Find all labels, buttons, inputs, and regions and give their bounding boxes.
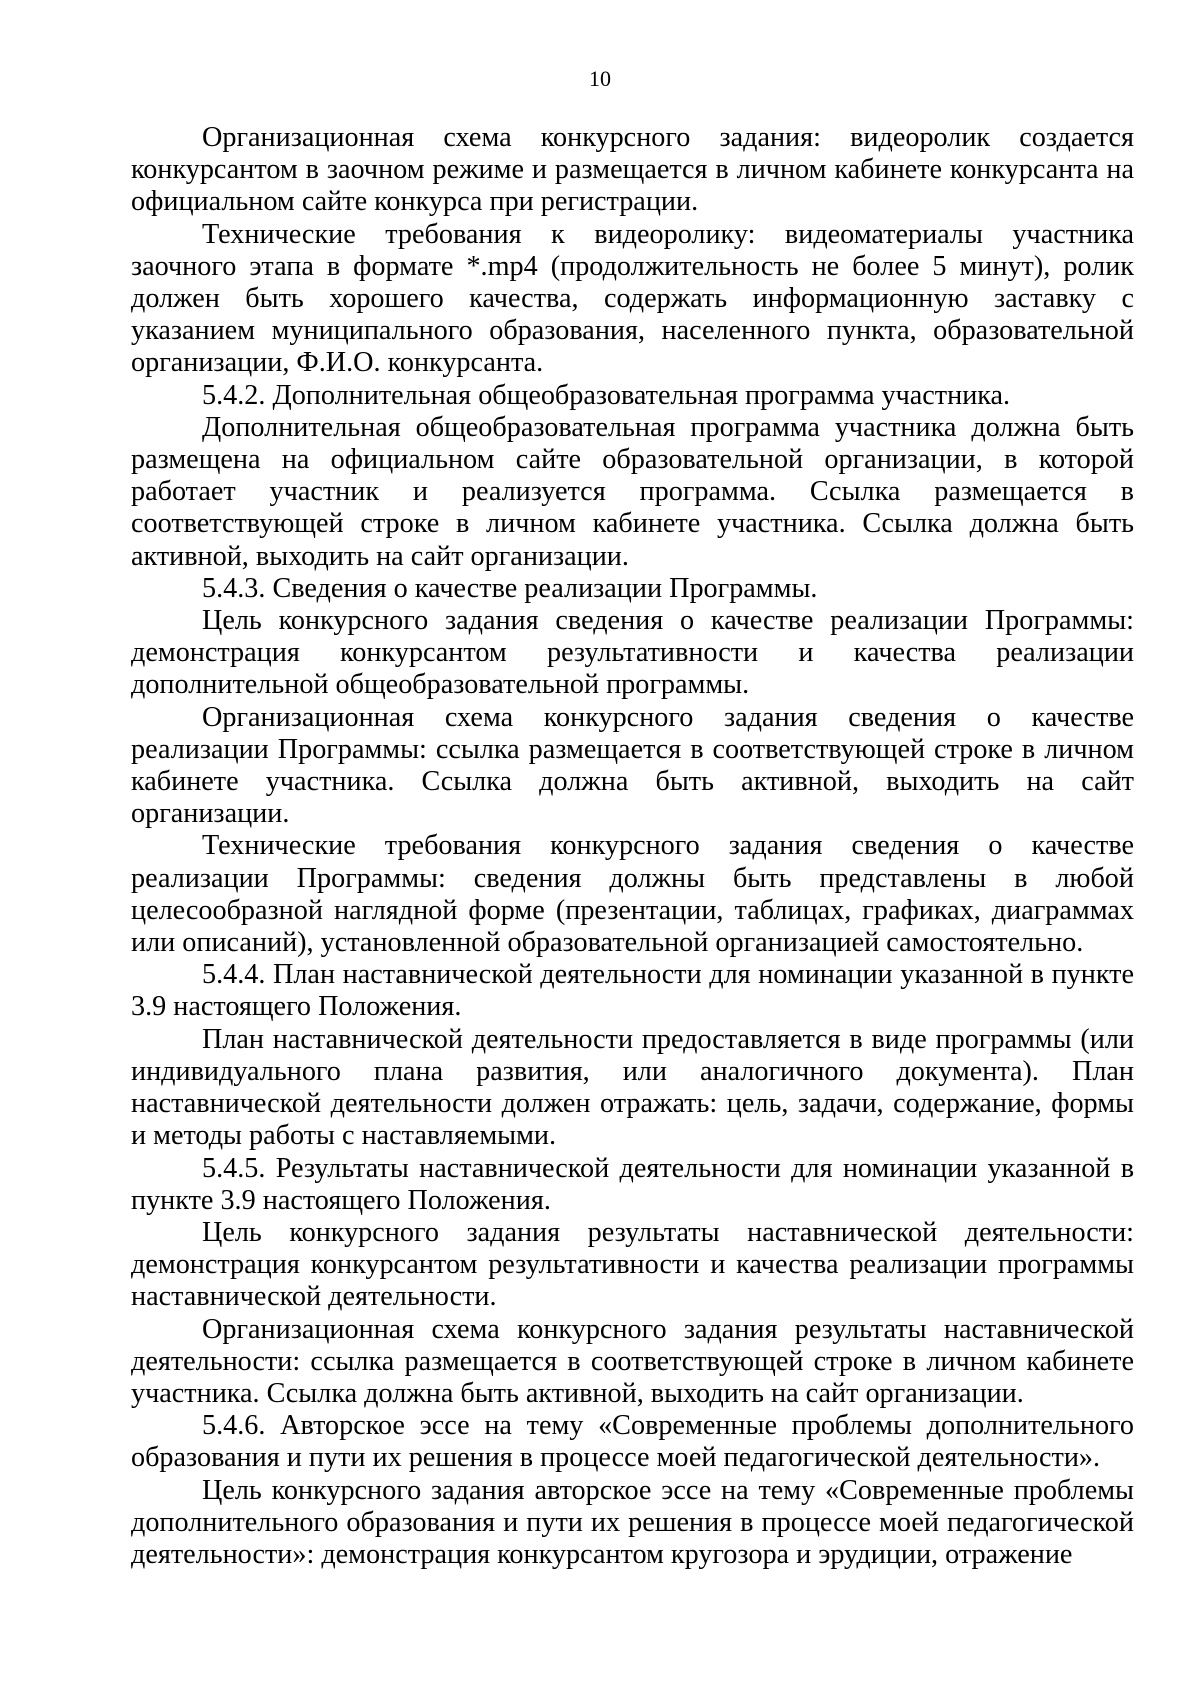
section-heading-5-4-6: 5.4.6. Авторское эссе на тему «Современные проблемы дополнительного образования и пути их решения в процессе моей педагогической деятельности». bbox=[131, 1410, 1134, 1474]
paragraph-quality-tech-requirements: Технические требования конкурсного задания сведения о качестве реализации Программы: сведения должны быть представлены в любой целесообразной наглядной форме (презентации, таблицах, графиках, диаграммах или описаний), установленной образовательной организацией самостоятельно. bbox=[131, 830, 1134, 959]
document-body bbox=[131, 122, 1134, 1571]
page-number: 10 bbox=[589, 66, 611, 91]
paragraph-quality-goal: Цель конкурсного задания сведения о качестве реализации Программы: демонстрация конкурсантом результативности и качества реализации дополнительной общеобразовательной программы. bbox=[131, 605, 1134, 701]
section-heading-5-4-3: 5.4.3. Сведения о качестве реализации Программы. bbox=[202, 572, 818, 604]
paragraph-program-placement: Дополнительная общеобразовательная программа участника должна быть размещена на официальном сайте образовательной организации, в которой работает участник и реализуется программа. Ссылка размещается в соответствующей строке в личном кабинете участника. Ссылка должна быть активной, выходить на сайт организации. bbox=[131, 411, 1134, 572]
paragraph-mentoring-results-goal: Цель конкурсного задания результаты наставнической деятельности: демонстрация конкурсантом результативности и качества реализации программы наставнической деятельности. bbox=[131, 1216, 1134, 1313]
section-heading-5-4-4: 5.4.4. План наставнической деятельности для номинации указанной в пункте 3.9 настоящего Положения. bbox=[131, 959, 1134, 1023]
paragraph-video-tech-requirements: Технические требования к видеоролику: видеоматериалы участника заочного этапа в формате *.mp4 (продолжительность не более 5 минут), ролик должен быть хорошего качества, содержать информационную заставку с указанием муниципального образования, населенного пункта, образовательной организации, Ф.И.О. конкурсанта. bbox=[131, 218, 1134, 379]
paragraph-mentoring-plan: План наставнической деятельности предоставляется в виде программы (или индивидуального плана развития, или аналогичного документа). План наставнической деятельности должен отражать: цель, задачи, содержание, формы и методы работы с наставляемыми. bbox=[131, 1023, 1134, 1152]
paragraph-essay-goal: Цель конкурсного задания авторское эссе на тему «Современные проблемы дополнительного образования и пути их решения в процессе моей педагогической деятельности»: демонстрация конкурсантом кругозора и эрудиции, отражение bbox=[131, 1474, 1134, 1570]
paragraph-quality-org-scheme: Организационная схема конкурсного задания сведения о качестве реализации Программы: ссылка размещается в соответствующей строке в личном кабинете участника. Ссылка должна быть активной, выходить на сайт организации. bbox=[131, 701, 1134, 830]
paragraph-mentoring-results-org-scheme: Организационная схема конкурсного задания результаты наставнической деятельности: ссылка размещается в соответствующей строке в личном кабинете участника. Ссылка должна быть активной, выходить на сайт организации. bbox=[131, 1313, 1134, 1409]
paragraph-video-org-scheme: Организационная схема конкурсного задания: видеоролик создается конкурсантом в заочном режиме и размещается в личном кабинете конкурсанта на официальном сайте конкурса при регистрации. bbox=[131, 122, 1134, 218]
section-heading-5-4-2: 5.4.2. Дополнительная общеобразовательная программа участника. bbox=[202, 379, 1011, 411]
section-heading-5-4-5: 5.4.5. Результаты наставнической деятельности для номинации указанной в пункте 3.9 настоящего Положения. bbox=[131, 1152, 1134, 1216]
